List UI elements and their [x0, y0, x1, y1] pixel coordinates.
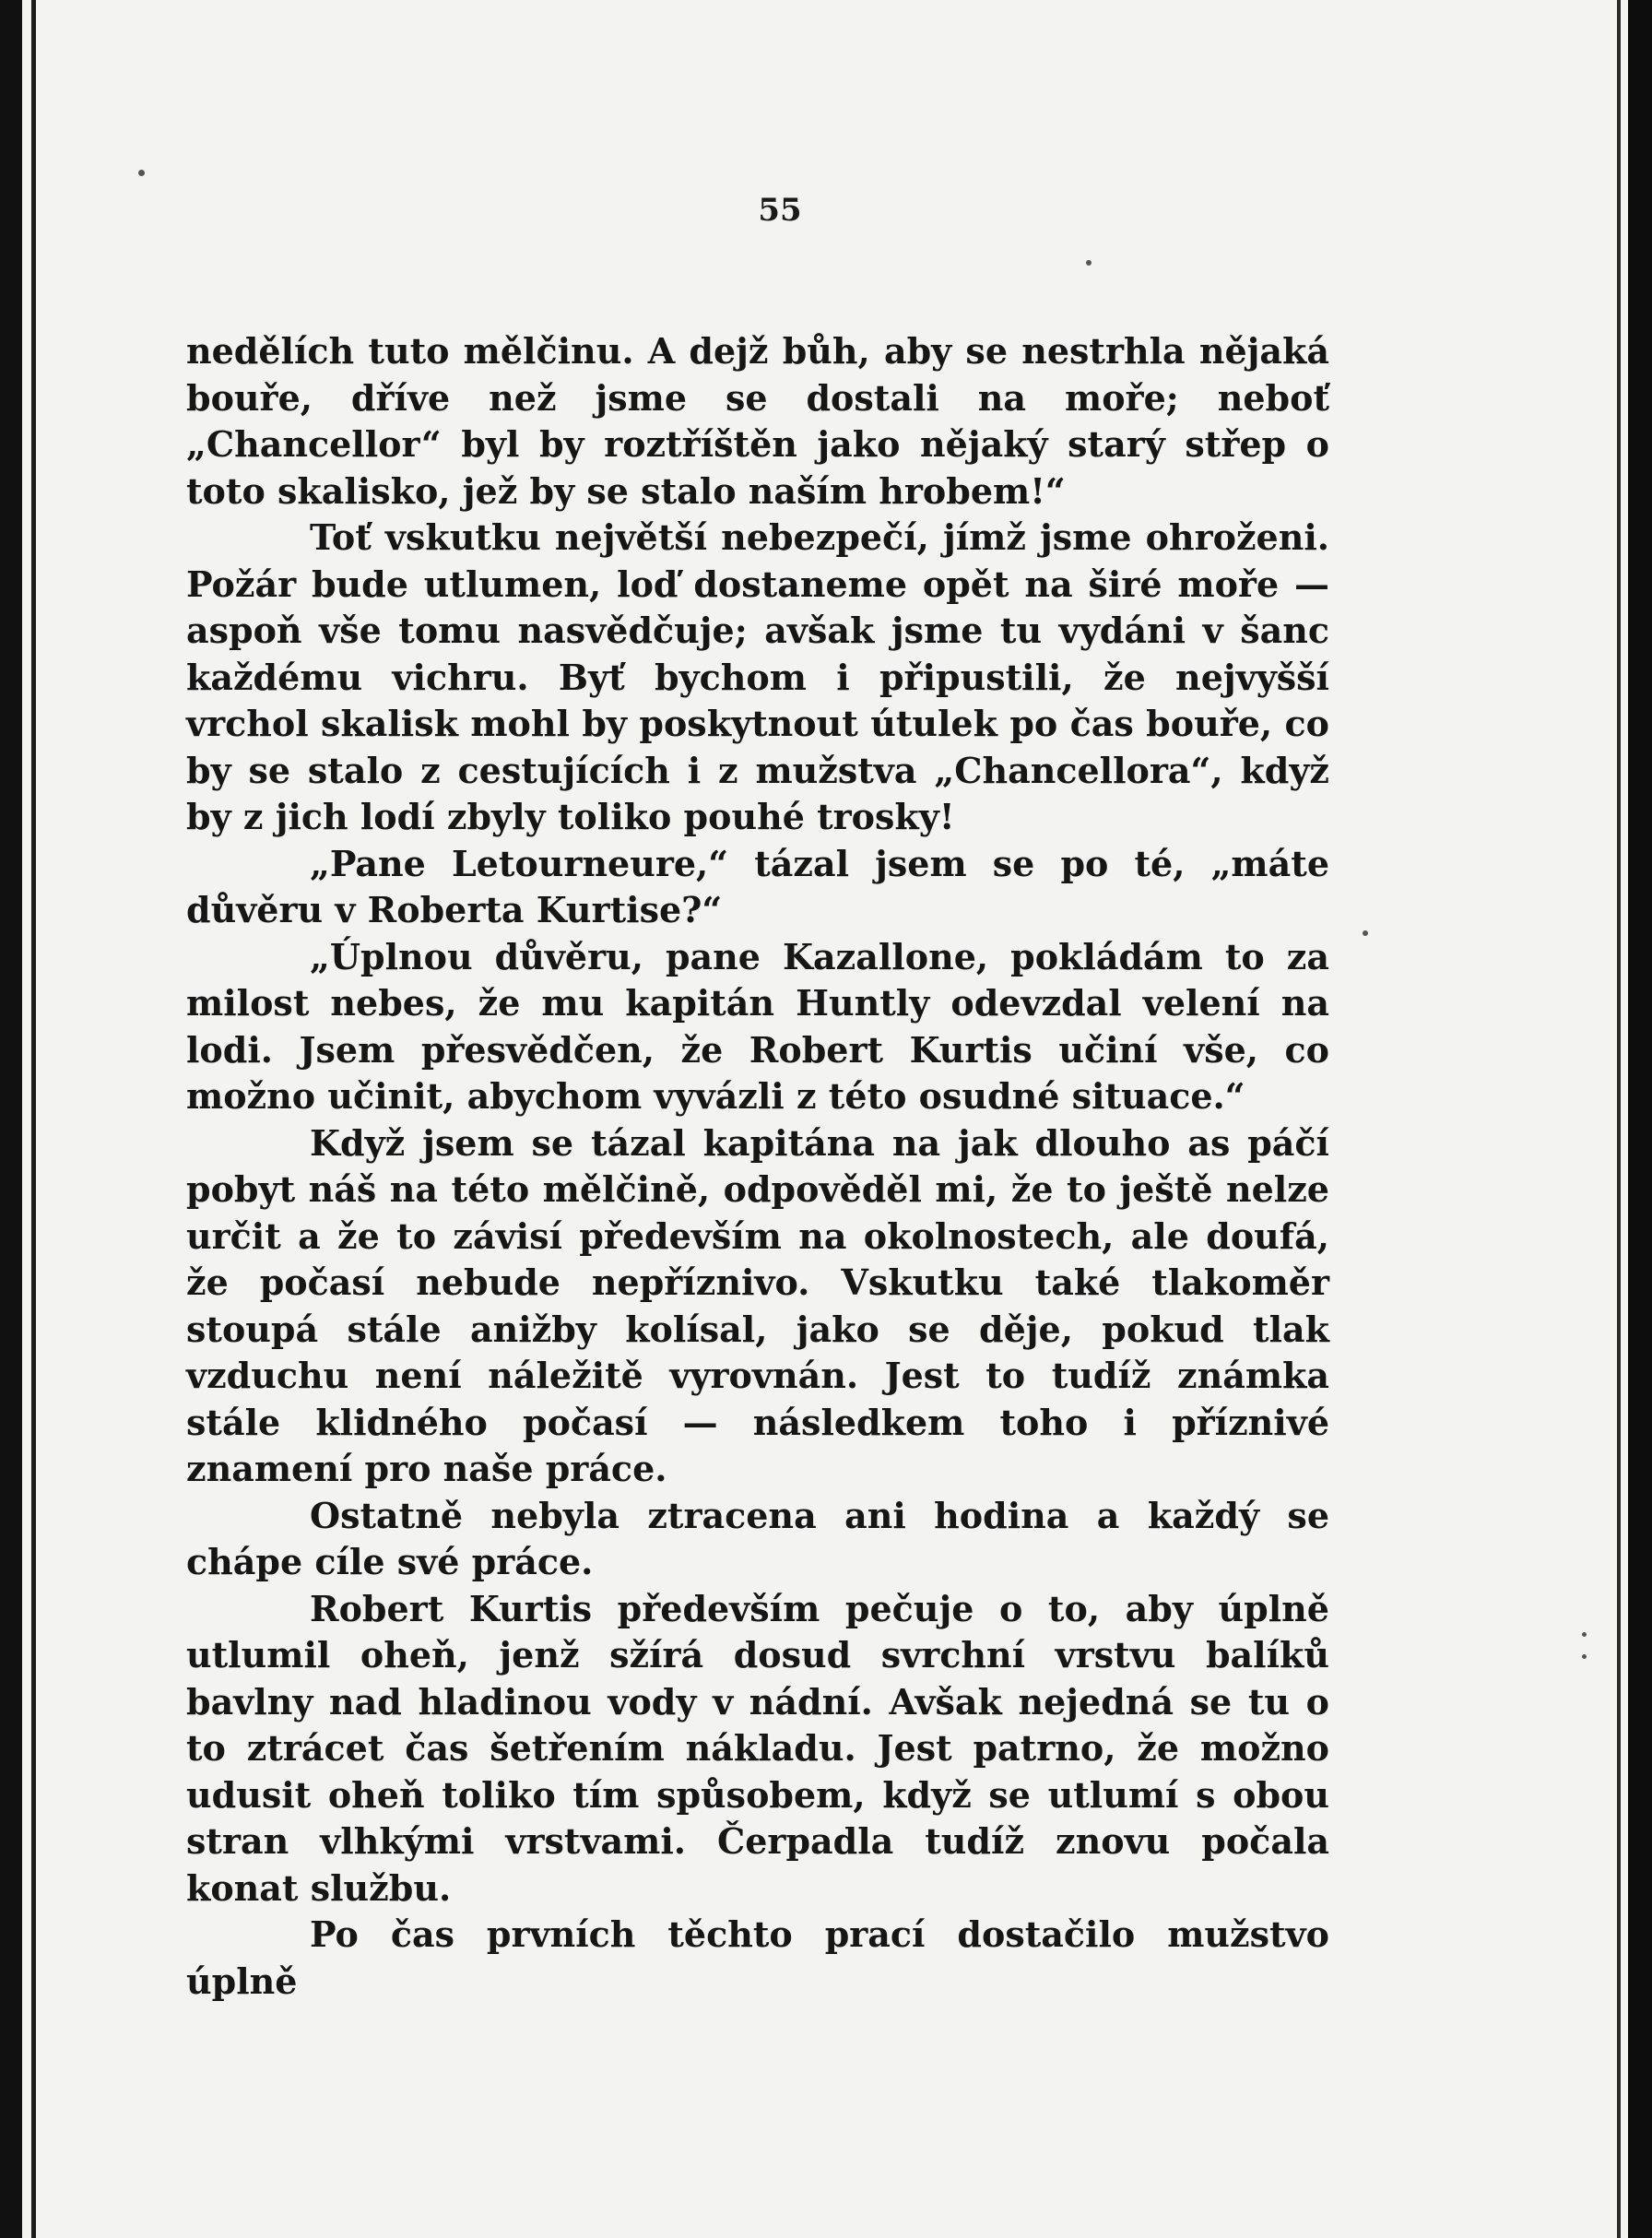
paragraph: „Pane Letourneure,“ tázal jsem se po té, „máte důvěru v Roberta Kurtise?“: [186, 842, 1329, 930]
paragraph: Když jsem se tázal kapitána na jak dlouho as páčí pobyt náš na této mělčině, odpověděl mi, že to ještě nelze určit a že to závisí především na okolnostech, ale doufá, že počasí nebude nepříznivo. Vskutku také tlakoměr stoupá stále anižby kolísal, jako se děje, pokud tlak vzduchu není náležitě vyrovnán. Jest to tudíž známka stále klidného počasí — následkem toho i příznivé znamení pro naše práce.: [186, 1121, 1329, 1489]
paragraph: Robert Kurtis především pečuje o to, aby úplně utlumil oheň, jenž sžírá dosud svrchní vrstvu balíků bavlny nad hladinou vody v nádní. Avšak nejedná se tu o to ztrácet čas šetřením nákladu. Jest patrno, že možno udusit oheň toliko tím spůsobem, když se utlumí s obou stran vlhkými vrstvami. Čerpadla tudíž znovu počala konat službu.: [186, 1587, 1329, 1909]
right-scan-border: [1628, 0, 1652, 2238]
dust-speck: [138, 170, 145, 176]
left-scan-border: [0, 0, 22, 2238]
paragraph: Ostatně nebyla ztracena ani hodina a každý se chápe cíle své práce.: [186, 1494, 1329, 1582]
paragraph: nedělích tuto mělčinu. A dejž bůh, aby se nestrhla nějaká bouře, dříve než jsme se dostali na moře; neboť „Chancellor“ byl by roztříštěn jako nějaký starý střep o toto skalisko, jež by se stalo naším hrobem!“: [186, 330, 1329, 512]
paragraph: Toť vskutku největší nebezpečí, jímž jsme ohroženi. Požár bude utlumen, loď dostaneme opět na širé moře — aspoň vše tomu nasvědčuje; avšak jsme tu vydáni v šanc každému vichru. Byť bychom i připustili, že nejvyšší vrchol skalisk mohl by poskytnout útulek po čas bouře, co by se stalo z cestujících i z mužstva „Chancellora“, když by z jich lodí zbyly toliko pouhé trosky!: [186, 516, 1329, 837]
right-scan-line: [1617, 0, 1621, 2238]
dust-speck: [1582, 1654, 1587, 1659]
dust-speck: [1363, 930, 1368, 936]
body-text: [186, 328, 1329, 2005]
dust-speck: [1582, 1632, 1587, 1637]
paragraph: „Úplnou důvěru, pane Kazallone, pokládám to za milost nebes, že mu kapitán Huntly odevzdal velení na lodi. Jsem přesvědčen, že Robert Kurtis učiní vše, co možno učinit, abychom vyvázli z této osudné situace.“: [186, 935, 1329, 1117]
dust-speck: [1086, 260, 1092, 266]
page-number: 55: [758, 192, 802, 229]
left-scan-line: [31, 0, 36, 2238]
paragraph: Po čas prvních těchto prací dostačilo mužstvo úplně: [186, 1913, 1329, 2002]
